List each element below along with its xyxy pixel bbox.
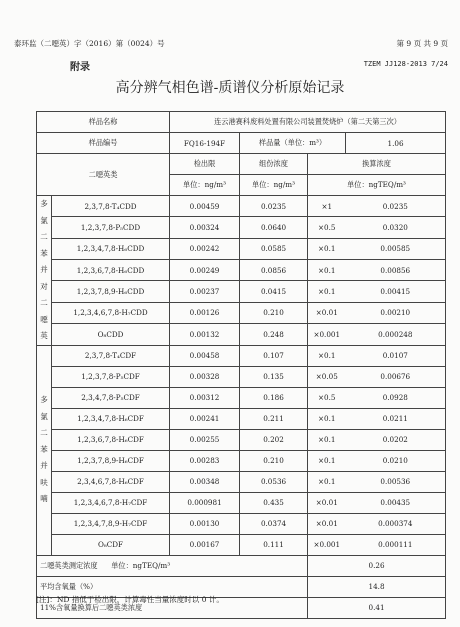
table-row xyxy=(37,345,446,366)
detection-limit: 0.00459 xyxy=(170,196,240,217)
page-title: 高分辨气相色谱-质谱仪分析原始记录 xyxy=(115,80,345,96)
tef-factor: ×0.01 xyxy=(308,513,346,534)
concentration: 0.210 xyxy=(240,302,308,323)
compound-name: 1,2,3,4,6,7,8-H₇CDF xyxy=(52,492,170,513)
tef-factor: ×0.01 xyxy=(308,302,346,323)
table-row xyxy=(37,366,446,387)
compound-name: 1,2,3,4,7,8-H₆CDF xyxy=(52,408,170,429)
table-row xyxy=(37,450,446,471)
concentration: 0.210 xyxy=(240,450,308,471)
toxic-equivalent-unit: 单位：ngTEQ/m³ xyxy=(308,175,446,196)
tef-factor: ×0.001 xyxy=(308,534,346,555)
compound-name: 2,3,4,6,7,8-H₆CDF xyxy=(52,471,170,492)
teq-value: 0.0928 xyxy=(346,387,446,408)
sample-amount-label: 样品量（单位：m³） xyxy=(240,133,346,154)
standard-code: TZEM JJ128-2013 7/24 xyxy=(363,60,448,68)
converted-concentration-value: 0.41 xyxy=(308,597,446,618)
table-row xyxy=(37,302,446,323)
tef-factor: ×0.05 xyxy=(308,366,346,387)
table-row xyxy=(37,387,446,408)
concentration: 0.0374 xyxy=(240,513,308,534)
concentration: 0.202 xyxy=(240,429,308,450)
concentration: 0.0585 xyxy=(240,238,308,259)
converted-concentration-label: 11%含氧量换算后二噁英类浓度 xyxy=(37,597,308,618)
detection-limit: 0.00348 xyxy=(170,471,240,492)
compound-name: 2,3,7,8-T₄CDF xyxy=(52,345,170,366)
table-row xyxy=(37,281,446,302)
table-row xyxy=(37,534,446,555)
tef-factor: ×0.1 xyxy=(308,238,346,259)
tef-factor: ×0.1 xyxy=(308,408,346,429)
tef-factor: ×0.1 xyxy=(308,471,346,492)
teq-value: 0.000248 xyxy=(346,324,446,345)
teq-value: 0.00536 xyxy=(346,471,446,492)
concentration-header: 组份浓度 xyxy=(240,154,308,175)
concentration: 0.0856 xyxy=(240,260,308,281)
compound-name: 1,2,3,4,7,8-H₆CDD xyxy=(52,238,170,259)
compound-name: 1,2,3,7,8-P₅CDD xyxy=(52,217,170,238)
tef-factor: ×0.1 xyxy=(308,429,346,450)
detection-limit: 0.00130 xyxy=(170,513,240,534)
oxygen-content-value: 14.8 xyxy=(308,576,446,597)
concentration: 0.0640 xyxy=(240,217,308,238)
sample-id-label: 样品编号 xyxy=(37,133,170,154)
compound-name: 1,2,3,6,7,8-H₆CDD xyxy=(52,260,170,281)
compound-name: 1,2,3,6,7,8-H₆CDF xyxy=(52,429,170,450)
teq-value: 0.00415 xyxy=(346,281,446,302)
tef-factor: ×0.1 xyxy=(308,450,346,471)
oxygen-content-label: 平均含氧量（%） xyxy=(37,576,308,597)
sample-id-value: FQ16-194F xyxy=(170,133,240,154)
concentration: 0.248 xyxy=(240,324,308,345)
teq-value: 0.0107 xyxy=(346,345,446,366)
detection-limit-header: 检出限 xyxy=(170,154,240,175)
detection-limit: 0.00255 xyxy=(170,429,240,450)
record-table xyxy=(36,111,446,619)
teq-value: 0.0235 xyxy=(346,196,446,217)
teq-value: 0.0211 xyxy=(346,408,446,429)
teq-value: 0.00585 xyxy=(346,238,446,259)
table-row xyxy=(37,429,446,450)
detection-limit: 0.00241 xyxy=(170,408,240,429)
concentration: 0.0235 xyxy=(240,196,308,217)
table-row xyxy=(37,260,446,281)
group-label-pcdf: 多氯二苯并呋喃 xyxy=(37,345,52,555)
detection-limit: 0.00312 xyxy=(170,387,240,408)
teq-value: 0.00676 xyxy=(346,366,446,387)
measured-concentration-unit: 单位：ngTEQ/m³ xyxy=(111,560,171,570)
concentration: 0.0536 xyxy=(240,471,308,492)
footnote: [注]：ND 指低于检出限，计算毒性当量浓度时以 0 计。 xyxy=(36,595,224,604)
compound-header: 二噁英类 xyxy=(37,154,170,196)
table-row xyxy=(37,513,446,534)
measured-concentration-value: 0.26 xyxy=(308,555,446,576)
table-row xyxy=(37,324,446,345)
detection-limit: 0.000981 xyxy=(170,492,240,513)
concentration: 0.107 xyxy=(240,345,308,366)
tef-factor: ×0.1 xyxy=(308,345,346,366)
table-row xyxy=(37,196,446,217)
concentration: 0.186 xyxy=(240,387,308,408)
teq-value: 0.0202 xyxy=(346,429,446,450)
compound-name: 2,3,4,7,8-P₅CDF xyxy=(52,387,170,408)
table-row xyxy=(37,492,446,513)
concentration: 0.211 xyxy=(240,408,308,429)
teq-value: 0.00856 xyxy=(346,260,446,281)
compound-name: O₈CDF xyxy=(52,534,170,555)
sample-name-label: 样品名称 xyxy=(37,112,170,133)
detection-limit: 0.00458 xyxy=(170,345,240,366)
detection-limit: 0.00132 xyxy=(170,324,240,345)
teq-value: 0.0320 xyxy=(346,217,446,238)
tef-factor: ×0.5 xyxy=(308,387,346,408)
table-row xyxy=(37,471,446,492)
toxic-equivalent-header: 换算浓度 xyxy=(308,154,446,175)
sample-name-value: 连云港赛科废料处置有限公司装置焚烧炉（第二天第三次） xyxy=(170,112,446,133)
detection-limit: 0.00242 xyxy=(170,238,240,259)
table-row xyxy=(37,217,446,238)
compound-name: O₈CDD xyxy=(52,324,170,345)
compound-name: 1,2,3,7,8,9-H₆CDF xyxy=(52,450,170,471)
concentration-unit: 单位：ng/m³ xyxy=(240,175,308,196)
detection-limit: 0.00328 xyxy=(170,366,240,387)
compound-name: 1,2,3,4,7,8,9-H₇CDF xyxy=(52,513,170,534)
detection-limit: 0.00167 xyxy=(170,534,240,555)
detection-limit-unit: 单位：ng/m³ xyxy=(170,175,240,196)
detection-limit: 0.00324 xyxy=(170,217,240,238)
page-number: 第 9 页 共 9 页 xyxy=(396,39,448,48)
detection-limit: 0.00237 xyxy=(170,281,240,302)
tef-factor: ×0.01 xyxy=(308,492,346,513)
report-number: 泰环监（二噁英）字（2016）第（0024）号 xyxy=(14,39,165,48)
concentration: 0.135 xyxy=(240,366,308,387)
compound-name: 1,2,3,7,8-P₅CDF xyxy=(52,366,170,387)
appendix-label: 附录 xyxy=(70,62,90,73)
teq-value: 0.0210 xyxy=(346,450,446,471)
concentration: 0.435 xyxy=(240,492,308,513)
tef-factor: ×1 xyxy=(308,196,346,217)
sample-amount-value: 1.06 xyxy=(346,133,446,154)
tef-factor: ×0.1 xyxy=(308,260,346,281)
teq-value: 0.000374 xyxy=(346,513,446,534)
compound-name: 1,2,3,7,8,9-H₆CDD xyxy=(52,281,170,302)
detection-limit: 0.00283 xyxy=(170,450,240,471)
detection-limit: 0.00126 xyxy=(170,302,240,323)
concentration: 0.111 xyxy=(240,534,308,555)
detection-limit: 0.00249 xyxy=(170,260,240,281)
table-row xyxy=(37,408,446,429)
teq-value: 0.000111 xyxy=(346,534,446,555)
tef-factor: ×0.001 xyxy=(308,324,346,345)
teq-value: 0.00435 xyxy=(346,492,446,513)
group-label-pcdd: 多氯二苯并对二噁英 xyxy=(37,196,52,346)
teq-value: 0.00210 xyxy=(346,302,446,323)
compound-name: 2,3,7,8-T₄CDD xyxy=(52,196,170,217)
table-row xyxy=(37,238,446,259)
concentration: 0.0415 xyxy=(240,281,308,302)
compound-name: 1,2,3,4,6,7,8-H₇CDD xyxy=(52,302,170,323)
tef-factor: ×0.5 xyxy=(308,217,346,238)
measured-concentration-label: 二噁英类测定浓度 单位：ngTEQ/m³ xyxy=(37,555,308,576)
tef-factor: ×0.1 xyxy=(308,281,346,302)
